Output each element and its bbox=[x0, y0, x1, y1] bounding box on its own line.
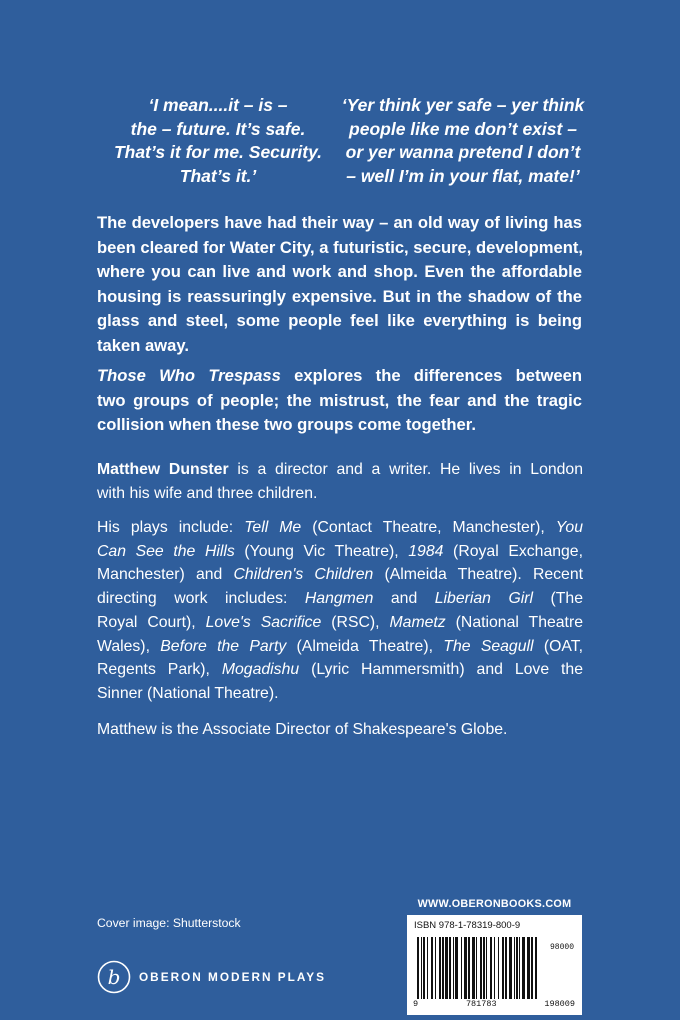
barcode-bar bbox=[427, 937, 428, 999]
author-name: Matthew Dunster bbox=[97, 461, 229, 478]
bio-line bbox=[97, 635, 583, 659]
blurb-line: where you can live and work and shop. Even the affordable bbox=[97, 262, 582, 282]
play-title: Liberian Girl bbox=[434, 590, 534, 608]
barcode-bar bbox=[421, 937, 422, 999]
barcode-bar bbox=[535, 937, 537, 999]
blurb-text: explores the differences between bbox=[280, 366, 582, 385]
blurb-paragraph-2 bbox=[97, 364, 582, 438]
bio-text: His plays include: bbox=[97, 519, 245, 536]
quote-line: That’s it.’ bbox=[179, 165, 257, 186]
bio-text: and bbox=[373, 590, 435, 608]
oberon-logo bbox=[97, 960, 131, 994]
bio-text: Manchester) and bbox=[97, 566, 234, 584]
blurb-line: been cleared for Water City, a futuristic, secure, development, bbox=[97, 237, 583, 257]
blurb-line: glass and steel, some people feel like everything is being bbox=[97, 311, 582, 331]
bio-text: is a director and a writer. He lives in London bbox=[228, 461, 583, 478]
barcode-bar bbox=[455, 937, 458, 999]
barcode-bar bbox=[442, 937, 444, 999]
isbn-barcode bbox=[407, 915, 582, 1015]
play-title: You bbox=[555, 519, 584, 536]
barcode-bar bbox=[483, 937, 485, 999]
barcode-bar bbox=[522, 937, 525, 999]
barcode-digit-group: 198009 bbox=[544, 999, 575, 1009]
barcode-bar bbox=[509, 937, 512, 999]
barcode-bar bbox=[494, 937, 495, 999]
barcode-bar bbox=[476, 937, 477, 999]
bio-text: (Young Vic Theatre), bbox=[234, 542, 409, 560]
barcode-bar bbox=[514, 937, 515, 999]
bio-text: Royal Court), bbox=[97, 613, 206, 631]
bio-text: Regents Park), bbox=[97, 661, 222, 679]
blurb-line: collision when these two groups come together. bbox=[97, 415, 476, 435]
isbn-number: ISBN 978-1-78319-800-9 bbox=[414, 920, 521, 931]
bio-line bbox=[97, 540, 583, 564]
blurb-paragraph-1 bbox=[97, 211, 582, 359]
bio-line bbox=[97, 458, 583, 482]
author-intro bbox=[97, 458, 583, 505]
bio-text: (OAT, bbox=[533, 637, 584, 655]
bio-text: (Almeida Theatre), bbox=[286, 637, 444, 655]
bio-text: Wales), bbox=[97, 637, 161, 655]
barcode-digits bbox=[413, 999, 575, 1009]
bio-line bbox=[97, 563, 583, 587]
quote-line: – well I’m in your flat, mate!’ bbox=[346, 165, 580, 186]
bio-line bbox=[97, 658, 583, 682]
barcode-bar bbox=[431, 937, 433, 999]
play-title: Tell Me bbox=[244, 519, 302, 536]
bio-text: (National Theatre bbox=[445, 613, 583, 631]
bio-line: with his wife and three children. bbox=[97, 484, 318, 502]
quote-line: people like me don’t exist – bbox=[349, 118, 577, 139]
quote-line: or yer wanna pretend I don’t bbox=[345, 142, 581, 162]
bio-text: (The bbox=[533, 590, 584, 608]
bio-text: (Lyric Hammersmith) and Love the bbox=[299, 661, 583, 679]
barcode-bar bbox=[498, 937, 499, 999]
barcode-bars bbox=[417, 937, 542, 999]
quote-line: the – future. It’s safe. bbox=[130, 118, 306, 139]
blurb-line: The developers have had their way – an old way of living has bbox=[97, 213, 582, 232]
blurb-line: housing is reassuringly expensive. But in the shadow of the bbox=[97, 286, 582, 306]
play-title: Mametz bbox=[389, 613, 446, 631]
cover-credit: Cover image: Shutterstock bbox=[97, 916, 241, 930]
quote-line: That’s it for me. Security. bbox=[113, 142, 323, 162]
quote-left bbox=[108, 94, 328, 188]
play-title: Before the Party bbox=[160, 637, 287, 655]
barcode-bar bbox=[519, 937, 520, 999]
barcode-bar bbox=[423, 937, 425, 999]
play-title: Children's Children bbox=[233, 566, 374, 584]
barcode-bar bbox=[461, 937, 462, 999]
bio-line bbox=[97, 516, 583, 540]
barcode-bar bbox=[527, 937, 530, 999]
quote-right bbox=[328, 94, 598, 188]
bio-line: Sinner (National Theatre). bbox=[97, 684, 279, 702]
bio-text: (RSC), bbox=[321, 613, 390, 631]
play-title: Mogadishu bbox=[221, 661, 300, 679]
bio-line bbox=[97, 611, 583, 635]
barcode-bar bbox=[464, 937, 467, 999]
bio-text: (Royal Exchange, bbox=[443, 542, 583, 560]
play-title: Hangmen bbox=[304, 590, 374, 608]
bio-line: Matthew is the Associate Director of Shakespeare's Globe. bbox=[97, 721, 508, 738]
blurb-line: two groups of people; the mistrust, the fear and the tragic bbox=[97, 390, 582, 410]
quote-line: ‘I mean....it – is – bbox=[148, 95, 288, 115]
barcode-bar bbox=[502, 937, 504, 999]
barcode-bar bbox=[453, 937, 454, 999]
barcode-bar bbox=[445, 937, 448, 999]
play-title: Can See the Hills bbox=[97, 542, 235, 560]
play-title: 1984 bbox=[408, 542, 444, 560]
play-title: Love's Sacrifice bbox=[205, 613, 322, 631]
barcode-bar bbox=[505, 937, 507, 999]
barcode-digit-group: 9 bbox=[413, 999, 419, 1009]
barcode-bar bbox=[486, 937, 487, 999]
barcode-bar bbox=[449, 937, 451, 999]
blurb-line bbox=[97, 364, 582, 389]
bio-text: (Contact Theatre, Manchester), bbox=[301, 519, 556, 536]
barcode-bar bbox=[468, 937, 470, 999]
barcode-bar bbox=[439, 937, 441, 999]
blurb-line: taken away. bbox=[97, 335, 189, 355]
bio-text: directing work includes: bbox=[97, 590, 305, 608]
play-title: The Seagull bbox=[443, 637, 534, 655]
bio-line bbox=[97, 587, 583, 611]
barcode-bar bbox=[417, 937, 419, 999]
price-code: 98000 bbox=[549, 943, 574, 952]
barcode-bar bbox=[472, 937, 475, 999]
barcode-bar bbox=[516, 937, 518, 999]
barcode-bar bbox=[490, 937, 492, 999]
author-plays bbox=[97, 516, 583, 706]
publisher-website: WWW.OBERONBOOKS.COM bbox=[417, 898, 572, 910]
barcode-digit-group: 781783 bbox=[465, 999, 497, 1009]
barcode-bar bbox=[435, 937, 436, 999]
barcode-bar bbox=[480, 937, 482, 999]
author-role bbox=[97, 718, 583, 742]
bio-text: (Almeida Theatre). Recent bbox=[373, 566, 584, 584]
series-name: OBERON MODERN PLAYS bbox=[139, 970, 327, 984]
logo-letter: b bbox=[107, 965, 121, 989]
play-title: Those Who Trespass bbox=[97, 366, 281, 385]
quote-line: ‘Yer think yer safe – yer think bbox=[341, 95, 585, 115]
barcode-bar bbox=[531, 937, 533, 999]
